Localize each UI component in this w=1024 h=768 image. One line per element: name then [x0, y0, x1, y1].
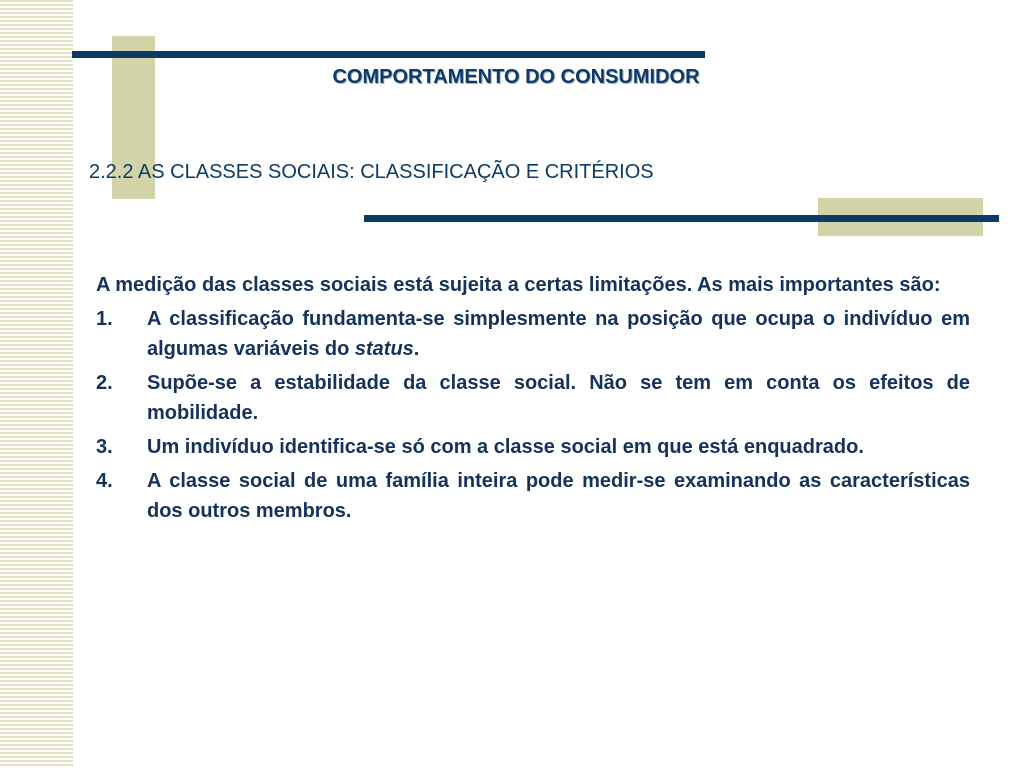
list-text: A classe social de uma família inteira pode medir-se examinando as características dos outros membros. [147, 470, 970, 522]
slide-subtitle: 2.2.2 AS CLASSES SOCIAIS: CLASSIFICAÇÃO E CRITÉRIOS [89, 161, 654, 183]
decorative-stripe-bar [0, 0, 73, 768]
list-item [96, 368, 970, 428]
list-number: 1. [96, 308, 113, 330]
slide-title: COMPORTAMENTO DO CONSUMIDOR [332, 66, 700, 88]
list-text: Supõe-se a estabilidade da classe social. Não se tem em conta os efeitos de mobilidade. [147, 372, 970, 424]
list-number: 2. [96, 372, 113, 394]
list-text-italic: status [354, 338, 414, 360]
list-text: Um indivíduo identifica-se só com a classe social em que está enquadrado. [147, 436, 864, 458]
list-number: 3. [96, 436, 113, 458]
slide-body [96, 270, 970, 530]
list-text-main: A classificação fundamenta-se simplesmente na posição que ocupa o indivíduo em algumas variáveis do [147, 308, 970, 360]
list-item [96, 432, 970, 462]
intro-paragraph: A medição das classes sociais está sujeita a certas limitações. As mais importantes são: [96, 274, 941, 296]
bottom-rule [364, 215, 999, 222]
list-text-end: . [413, 338, 420, 360]
list-number: 4. [96, 470, 113, 492]
list-text [147, 304, 970, 364]
top-rule [72, 51, 705, 58]
list-item [96, 304, 970, 364]
list-item [96, 466, 970, 526]
